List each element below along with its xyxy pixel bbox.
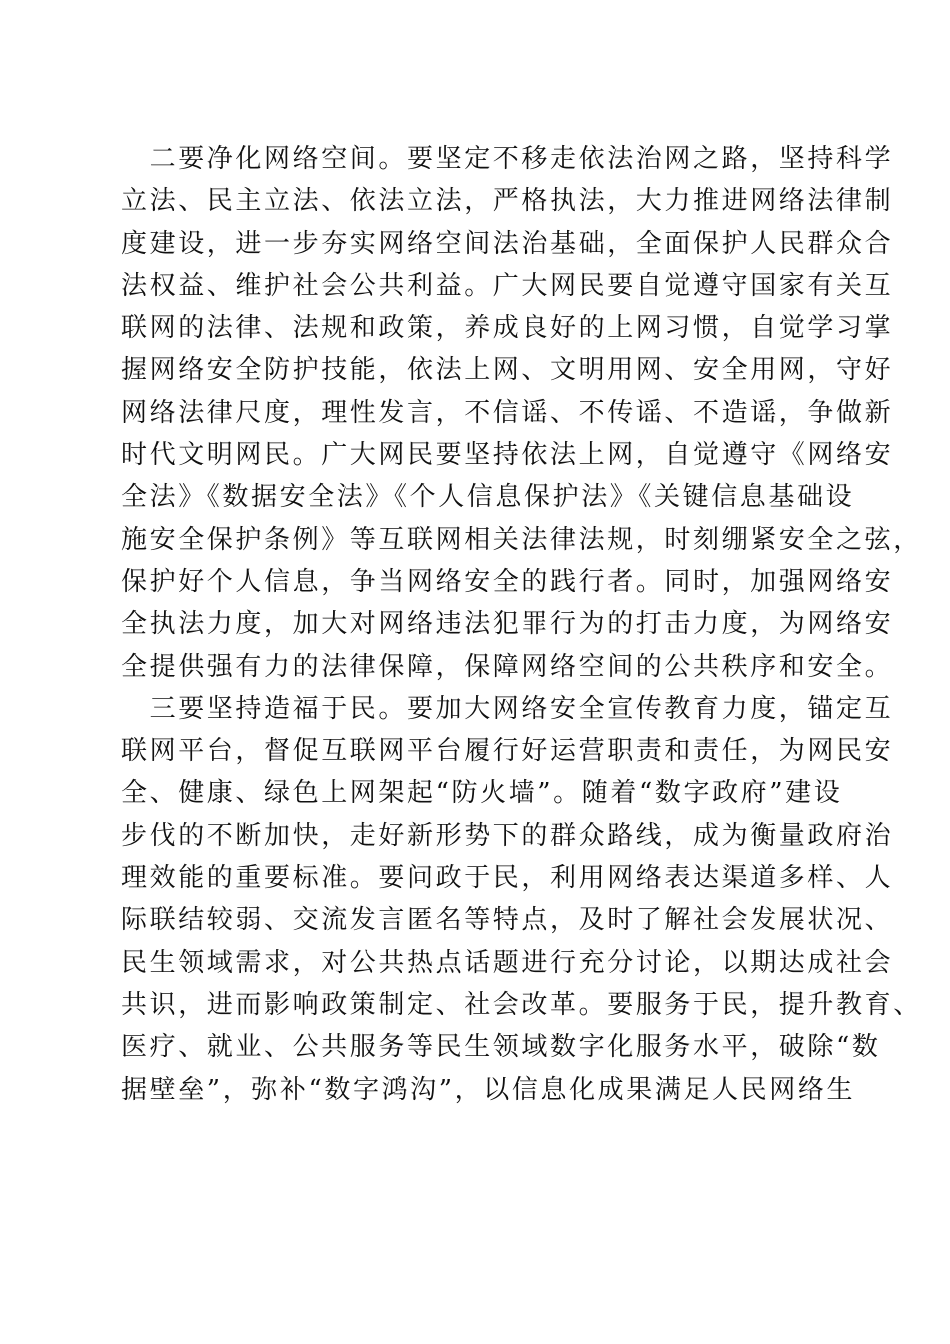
text-line: 民生领域需求，对公共热点话题进行充分讨论，以期达成社会 [121, 947, 894, 978]
text-line: 全执法力度，加大对网络违法犯罪行为的打击力度，为网络安 [121, 609, 894, 640]
text-line: 三要坚持造福于民。要加大网络安全宣传教育力度，锚定互 [121, 693, 894, 724]
text-line: 际联结较弱、交流发言匿名等特点，及时了解社会发展状况、 [121, 905, 894, 936]
text-line: 全提供强有力的法律保障，保障网络空间的公共秩序和安全。 [121, 651, 894, 682]
text-line: 共识，进而影响政策制定、社会改革。要服务于民，提升教育、 [121, 989, 922, 1020]
text-line: 握网络安全防护技能，依法上网、文明用网、安全用网，守好 [121, 355, 894, 386]
text-line: 步伐的不断加快，走好新形势下的群众路线，成为衡量政府治 [121, 820, 894, 851]
text-line: 法权益、维护社会公共利益。广大网民要自觉遵守国家有关互 [121, 270, 894, 301]
text-line: 全、健康、绿色上网架起“防火墙”。随着“数字政府”建设 [121, 778, 843, 809]
text-line: 医疗、就业、公共服务等民生领域数字化服务水平，破除“数 [121, 1032, 881, 1063]
text-line: 保护好个人信息，争当网络安全的践行者。同时，加强网络安 [121, 566, 894, 597]
text-line: 时代文明网民。广大网民要坚持依法上网，自觉遵守《网络安 [121, 440, 894, 471]
text-line: 网络法律尺度，理性发言，不信谣、不传谣、不造谣，争做新 [121, 397, 894, 428]
text-line: 全法》《数据安全法》《个人信息保护法》《关键信息基础设 [121, 482, 855, 513]
text-line: 联网平台，督促互联网平台履行好运营职责和责任，为网民安 [121, 736, 894, 767]
text-line: 度建设，进一步夯实网络空间法治基础，全面保护人民群众合 [121, 228, 894, 259]
text-line: 理效能的重要标准。要问政于民，利用网络表达渠道多样、人 [121, 863, 894, 894]
text-line: 联网的法律、法规和政策，养成良好的上网习惯，自觉学习掌 [121, 313, 894, 344]
body-text [121, 138, 922, 1111]
text-line: 二要净化网络空间。要坚定不移走依法治网之路，坚持科学 [121, 144, 894, 174]
text-line: 施安全保护条例》等互联网相关法律法规，时刻绷紧安全之弦， [121, 524, 922, 555]
text-line: 立法、民主立法、依法立法，严格执法，大力推进网络法律制 [121, 186, 894, 217]
text-line: 据壁垒”，弥补“数字鸿沟”，以信息化成果满足人民网络生 [121, 1074, 856, 1105]
